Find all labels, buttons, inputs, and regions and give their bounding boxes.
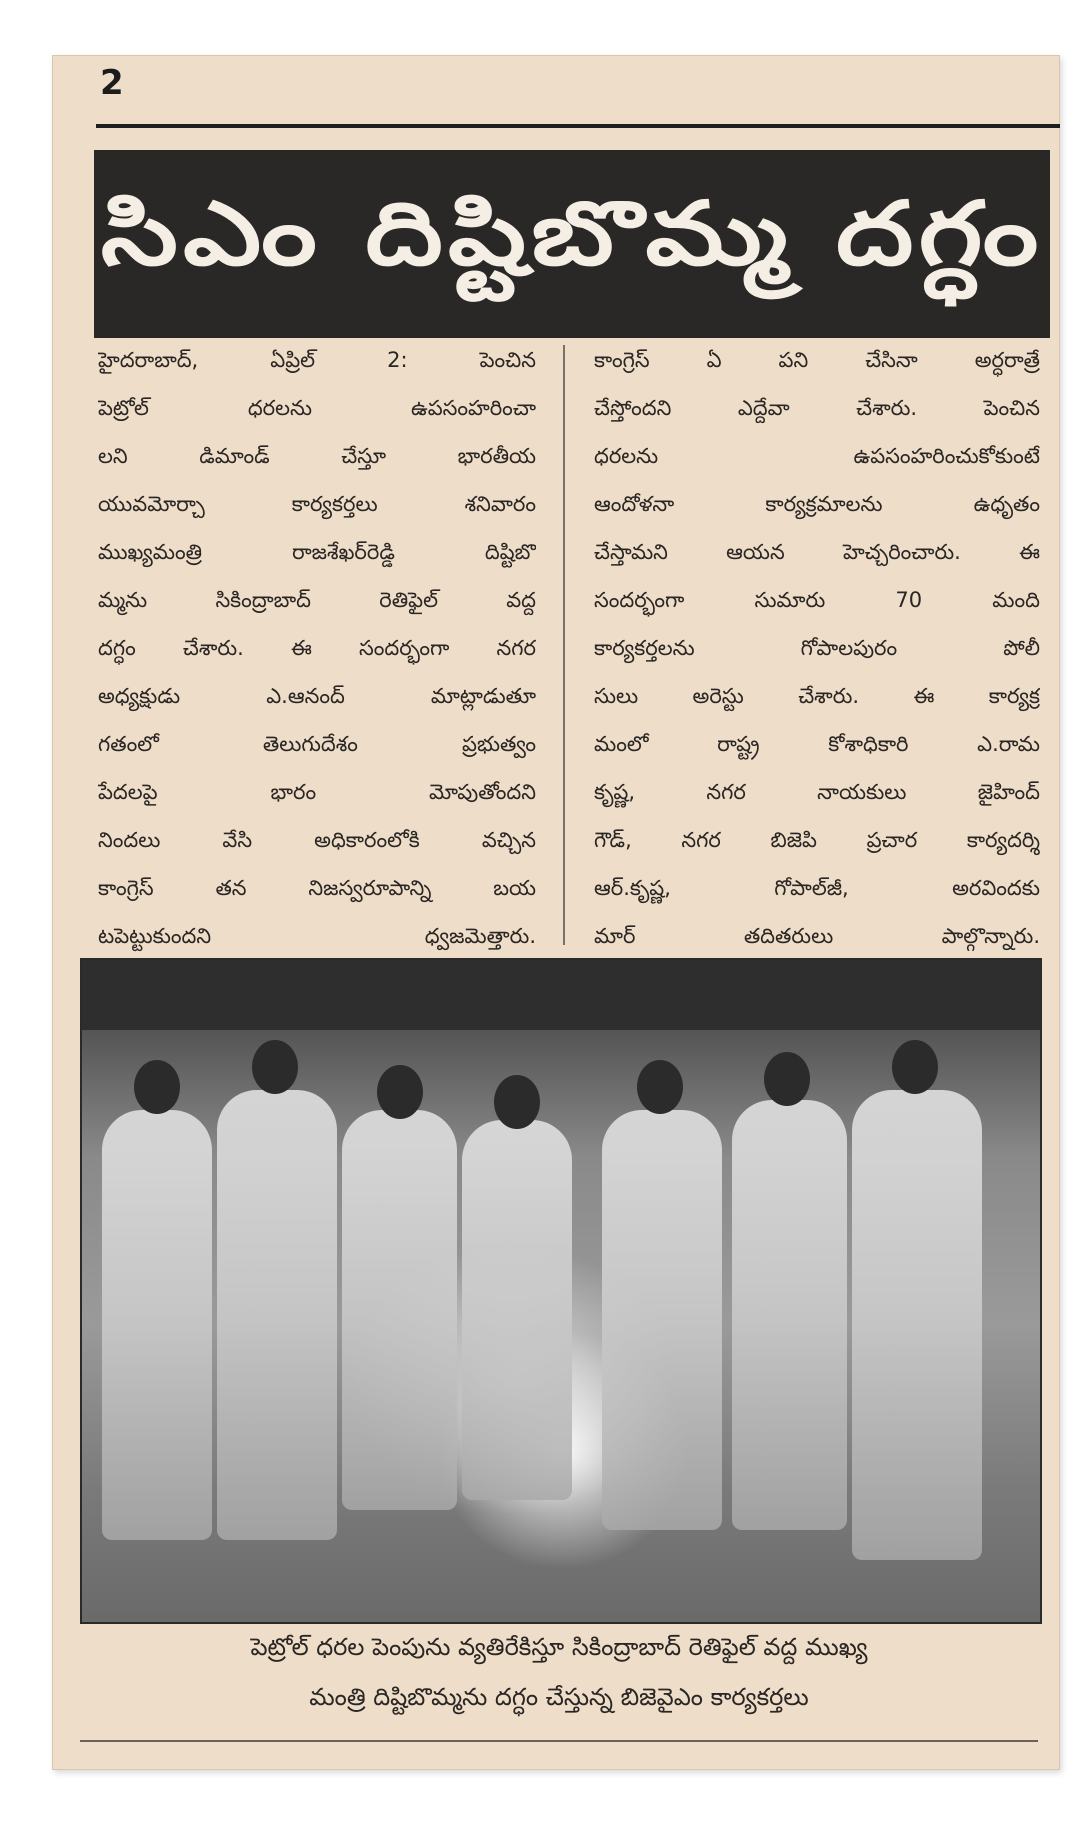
article-line: కృష్ణ, నగర నాయకులు జైహింద్ [594, 780, 1040, 804]
article-line: యువమోర్చా కార్యకర్తలు శనివారం [98, 492, 536, 516]
person-head [252, 1040, 298, 1094]
person-figure [732, 1100, 847, 1530]
article-line: ధరలను ఉపసంహరించుకోకుంటే [594, 444, 1040, 468]
article-line: మంలో రాష్ట్ర కోశాధికారి ఎ.రామ [594, 732, 1040, 756]
person-head [764, 1052, 810, 1106]
article-line: కాంగ్రెస్ తన నిజస్వరూపాన్ని బయ [98, 876, 536, 900]
person-figure [342, 1110, 457, 1510]
protest-photo [80, 958, 1042, 1624]
person-head [134, 1060, 180, 1114]
article-line: అధ్యక్షుడు ఎ.ఆనంద్ మాట్లాడుతూ [98, 684, 536, 708]
article-line: కాంగ్రెస్ ఏ పని చేసినా అర్ధరాత్రే [594, 348, 1040, 372]
article-line: సందర్భంగా సుమారు 70 మంది [594, 588, 1040, 612]
caption-line: పెట్రోల్ ధరల పెంపును వ్యతిరేకిస్తూ సికింద్రాబాద్ రెతిఫైల్ వద్ద ముఖ్య [250, 1633, 868, 1661]
photo-caption [80, 1622, 1038, 1734]
person-figure [217, 1090, 337, 1540]
article-line: పేదలపై భారం మోపుతోందని [98, 780, 536, 804]
person-figure [852, 1090, 982, 1560]
bottom-rule [80, 1740, 1038, 1742]
person-head [892, 1040, 938, 1094]
person-head [377, 1065, 423, 1119]
person-figure [602, 1110, 722, 1530]
caption-line: మంత్రి దిష్టిబొమ్మను దగ్ధం చేస్తున్న బిజెవైఎం కార్యకర్తలు [309, 1683, 809, 1711]
article-line: టపెట్టుకుందని ధ్వజమెత్తారు. [98, 924, 536, 948]
article-line: మార్ తదితరులు పాల్గొన్నారు. [594, 924, 1040, 948]
column-divider [563, 345, 565, 945]
article-line: హైదరాబాద్, ఏప్రిల్ 2: పెంచిన [98, 348, 536, 372]
article-line: నిందలు వేసి అధికారంలోకి వచ్చిన [98, 828, 536, 852]
person-figure [462, 1120, 572, 1500]
article-column-left [98, 336, 536, 960]
article-line: లని డిమాండ్ చేస్తూ భారతీయ [98, 444, 536, 468]
top-rule [96, 124, 1060, 128]
article-line: ఆందోళనా కార్యక్రమాలను ఉధృతం [594, 492, 1040, 516]
article-line: ముఖ్యమంత్రి రాజశేఖర్‌రెడ్డి దిష్టిబొ [98, 540, 536, 564]
article-line: చేస్తామని ఆయన హెచ్చరించారు. ఈ [594, 540, 1040, 564]
article-column-right [594, 336, 1040, 960]
person-figure [102, 1110, 212, 1540]
headline-banner [94, 150, 1050, 338]
article-line: పెట్రోల్ ధరలను ఉపసంహరించా [98, 396, 536, 420]
article-line: ఆర్.కృష్ణ, గోపాల్‌జీ, అరవిందకు [594, 876, 1040, 900]
article-line: చేస్తోందని ఎద్దేవా చేశారు. పెంచిన [594, 396, 1040, 420]
shop-sign [82, 960, 1040, 1030]
article-line: కార్యకర్తలను గోపాలపురం పోలీ [594, 636, 1040, 660]
article-line: దగ్ధం చేశారు. ఈ సందర్భంగా నగర [98, 636, 536, 660]
person-head [637, 1060, 683, 1114]
page-number: 2 [100, 63, 124, 103]
person-head [494, 1075, 540, 1129]
article-line: మ్మను సికింద్రాబాద్ రెతిఫైల్ వద్ద [98, 588, 536, 612]
article-line: గతంలో తెలుగుదేశం ప్రభుత్వం [98, 732, 536, 756]
article-line: గౌడ్, నగర బిజెపి ప్రచార కార్యదర్శి [594, 828, 1040, 852]
headline: సిఎం దిష్టిబొమ్మ దగ్ధం [100, 181, 1044, 285]
article-line: సులు అరెస్టు చేశారు. ఈ కార్యక్ర [594, 684, 1040, 708]
